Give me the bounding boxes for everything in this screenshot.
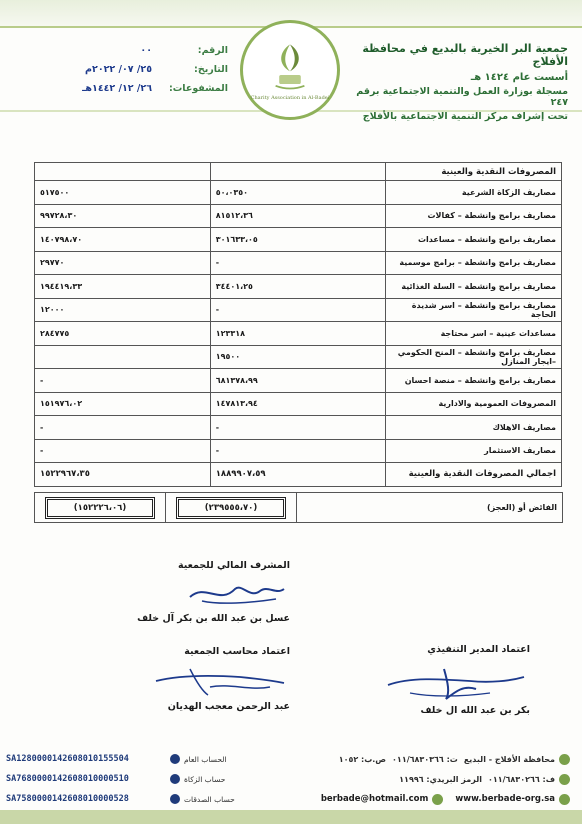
row-value-col2 [35, 345, 211, 369]
contact-row-address [250, 750, 570, 768]
director-signature-icon [380, 659, 530, 703]
finance-title: المشرف المالي للجمعية [177, 560, 290, 571]
table-row [35, 181, 562, 205]
deficit-label: الفائض أو (العجز) [297, 493, 563, 523]
deficit-col1-cell [166, 493, 297, 523]
deficit-col2-cell [35, 493, 166, 523]
contact-website[interactable]: www.berbade-org.sa [455, 794, 555, 804]
row-value-col1: ٣٠١٦٣٣،٠٥ [210, 228, 386, 252]
table-header-col2 [35, 163, 211, 181]
accountant-signature-block [80, 646, 290, 712]
fax-icon [559, 774, 570, 785]
row-value-col2: ١٤٠٧٩٨،٧٠ [35, 228, 211, 252]
row-value-col1: ٥٠،٠٣٥٠ [210, 181, 386, 205]
ref-attachments-value: ٢٦/ ١٢/ ١٤٤٢هـ [82, 83, 152, 94]
total-col2: ١٥٢٢٩٦٧،٣٥ [35, 463, 211, 487]
contact-info [250, 750, 570, 810]
row-value-col1: ١٩٥٠٠ [210, 345, 386, 369]
page-footer [0, 744, 582, 810]
row-value-col1: ١٢٣٣١٨ [210, 322, 386, 346]
ref-date-row [28, 64, 228, 75]
row-value-col2: - [35, 439, 211, 463]
bank-accounts [6, 750, 236, 810]
row-label: مساعدات عينية – اسر محتاجة [386, 322, 562, 346]
deficit-col2: (١٥٢٢٢٦،٠٦) [45, 497, 155, 519]
row-value-col2: ١٢٠٠٠ [35, 298, 211, 322]
table-row [35, 416, 562, 440]
row-value-col2: ٢٨٤٧٧٥ [35, 322, 211, 346]
row-label: مصاريف برامج وانشطة – منصة احسان [386, 369, 562, 393]
expenses-table-wrap [34, 162, 562, 487]
table-row [35, 228, 562, 252]
org-established: أسست عام ١٤٢٤ هـ [470, 72, 568, 83]
finance-signature-icon [180, 575, 290, 609]
accountant-signature-icon [150, 661, 290, 699]
row-label: مصاريف الزكاة الشرعية [386, 181, 562, 205]
table-row [35, 204, 562, 228]
total-label: اجمالي المصروفات النقدية والعينية [386, 463, 562, 487]
account-number: SA1280000142608010155504 [6, 754, 129, 764]
row-label: مصاريف الاهلاك [386, 416, 562, 440]
table-total-row [35, 463, 562, 487]
ref-attachments-row [28, 83, 228, 94]
org-header [338, 42, 568, 125]
row-value-col1: ٨١٥١٢،٣٦ [210, 204, 386, 228]
ref-number-value: ٠٠ [140, 45, 152, 56]
web-icon [559, 794, 570, 805]
director-name: بكر بن عبد الله ال خلف [420, 705, 530, 716]
expenses-table [34, 162, 562, 487]
row-label: مصاريف برامج وانشطة – كفالات [386, 204, 562, 228]
bank-account-row [6, 770, 236, 788]
row-value-col2: - [35, 416, 211, 440]
contact-email[interactable]: berbade@hotmail.com [320, 794, 429, 804]
table-row [35, 369, 562, 393]
org-registration: مسجلة بوزارة العمل والتنمية الاجتماعية برقم ٢٤٧ [356, 86, 568, 108]
deficit-row [35, 493, 563, 523]
location-icon [559, 754, 570, 765]
table-row [35, 439, 562, 463]
logo-emblem-icon [263, 39, 317, 93]
table-row [35, 298, 562, 322]
row-value-col1: - [210, 298, 386, 322]
finance-name: عسل بن عبد الله بن بكر آل خلف [137, 613, 290, 624]
row-value-col1: - [210, 439, 386, 463]
row-value-col2: ٩٩٧٢٨،٣٠ [35, 204, 211, 228]
table-row [35, 392, 562, 416]
ref-number-row [28, 45, 228, 56]
contact-row-web [250, 790, 570, 808]
reference-block [28, 45, 228, 102]
bank-account-row [6, 790, 236, 808]
row-value-col1: - [210, 251, 386, 275]
row-value-col1: ٦٨١٣٧٨،٩٩ [210, 369, 386, 393]
account-label: حساب الصدقات [184, 794, 235, 804]
row-value-col1: ١٤٧٨١٣،٩٤ [210, 392, 386, 416]
bottom-decorative-border [0, 810, 582, 824]
table-row [35, 322, 562, 346]
ref-number-label: الرقم: [197, 45, 228, 56]
org-name: جمعية البر الخيرية بالبديع في محافظة الأفلاج [362, 42, 568, 68]
bank-account-row [6, 750, 236, 768]
contact-postal: الرمز البريدي: ١١٩٩٦ [399, 774, 482, 784]
table-row [35, 251, 562, 275]
bank-icon [170, 754, 180, 764]
bank-icon [170, 774, 180, 784]
ref-date-value: ٢٥/ ٠٧/ ٢٠٢٢م [85, 64, 152, 75]
contact-phone: ت: ٠١١/٦٨٣٠٣٦٦ [392, 754, 458, 764]
bank-icon [170, 794, 180, 804]
account-label: حساب الزكاة [184, 774, 226, 784]
org-supervision: تحت إشراف مركز التنمية الاجتماعية بالأفلاج [362, 111, 568, 122]
total-col1: ١٨٨٩٩٠٧،٥٩ [210, 463, 386, 487]
accountant-title: اعتماد محاسب الجمعية [184, 646, 290, 657]
row-value-col2: ١٩٤٤١٩،٣٣ [35, 275, 211, 299]
ref-attachments-label: المشفوعات: [168, 83, 228, 94]
deficit-col1: (٢٣٩٥٥٥،٧٠) [176, 497, 286, 519]
row-value-col2: ٢٩٧٧٠ [35, 251, 211, 275]
contact-row-fax [250, 770, 570, 788]
contact-pobox: ص.ب: ١٠٥٢ [338, 754, 387, 764]
row-label: مصاريف الاستثمار [386, 439, 562, 463]
org-logo [240, 20, 340, 120]
deficit-table-wrap [34, 492, 562, 523]
table-header-row [35, 163, 562, 181]
table-row [35, 275, 562, 299]
row-label: مصاريف برامج وانشطة – السلة الغذائية [386, 275, 562, 299]
row-label: مصاريف برامج وانشطة – اسر شديدة الحاجة [386, 298, 562, 322]
row-label: مصاريف برامج وانشطة – مساعدات [386, 228, 562, 252]
row-value-col1: - [210, 416, 386, 440]
row-label: المصروفات العمومية والادارية [386, 392, 562, 416]
director-signature-block [360, 644, 530, 716]
row-label: مصاريف برامج وانشطة – المنح الحكومي –ايجار المنازل [386, 345, 562, 369]
accountant-name: عبد الرحمن معجب الهديان [167, 701, 290, 712]
row-value-col2: ٥١٧٥٠٠ [35, 181, 211, 205]
logo-caption: Charity Association in Al-Badei [250, 95, 330, 101]
table-row [35, 345, 562, 369]
deficit-table [34, 492, 563, 523]
director-title: اعتماد المدير التنفيذي [427, 644, 530, 655]
row-label: مصاريف برامج وانشطة – برامج موسمية [386, 251, 562, 275]
email-icon [432, 794, 443, 805]
table-heading: المصروفات النقدية والعينية [386, 163, 562, 181]
table-header-col1 [210, 163, 386, 181]
contact-fax: ف: ٠١١/٦٨٣٠٢٦٦ [487, 774, 555, 784]
row-value-col2: ١٥١٩٧٦،٠٢ [35, 392, 211, 416]
account-label: الحساب العام [184, 754, 227, 764]
account-number: SA7680000142608010000510 [6, 774, 129, 784]
finance-signature-block [80, 560, 290, 624]
row-value-col2: - [35, 369, 211, 393]
row-value-col1: ٣٤٤٠١،٢٥ [210, 275, 386, 299]
ref-date-label: التاريخ: [194, 64, 228, 75]
account-number: SA7580000142608010000528 [6, 794, 129, 804]
contact-address: محافظة الأفلاج - البديع [463, 754, 555, 764]
